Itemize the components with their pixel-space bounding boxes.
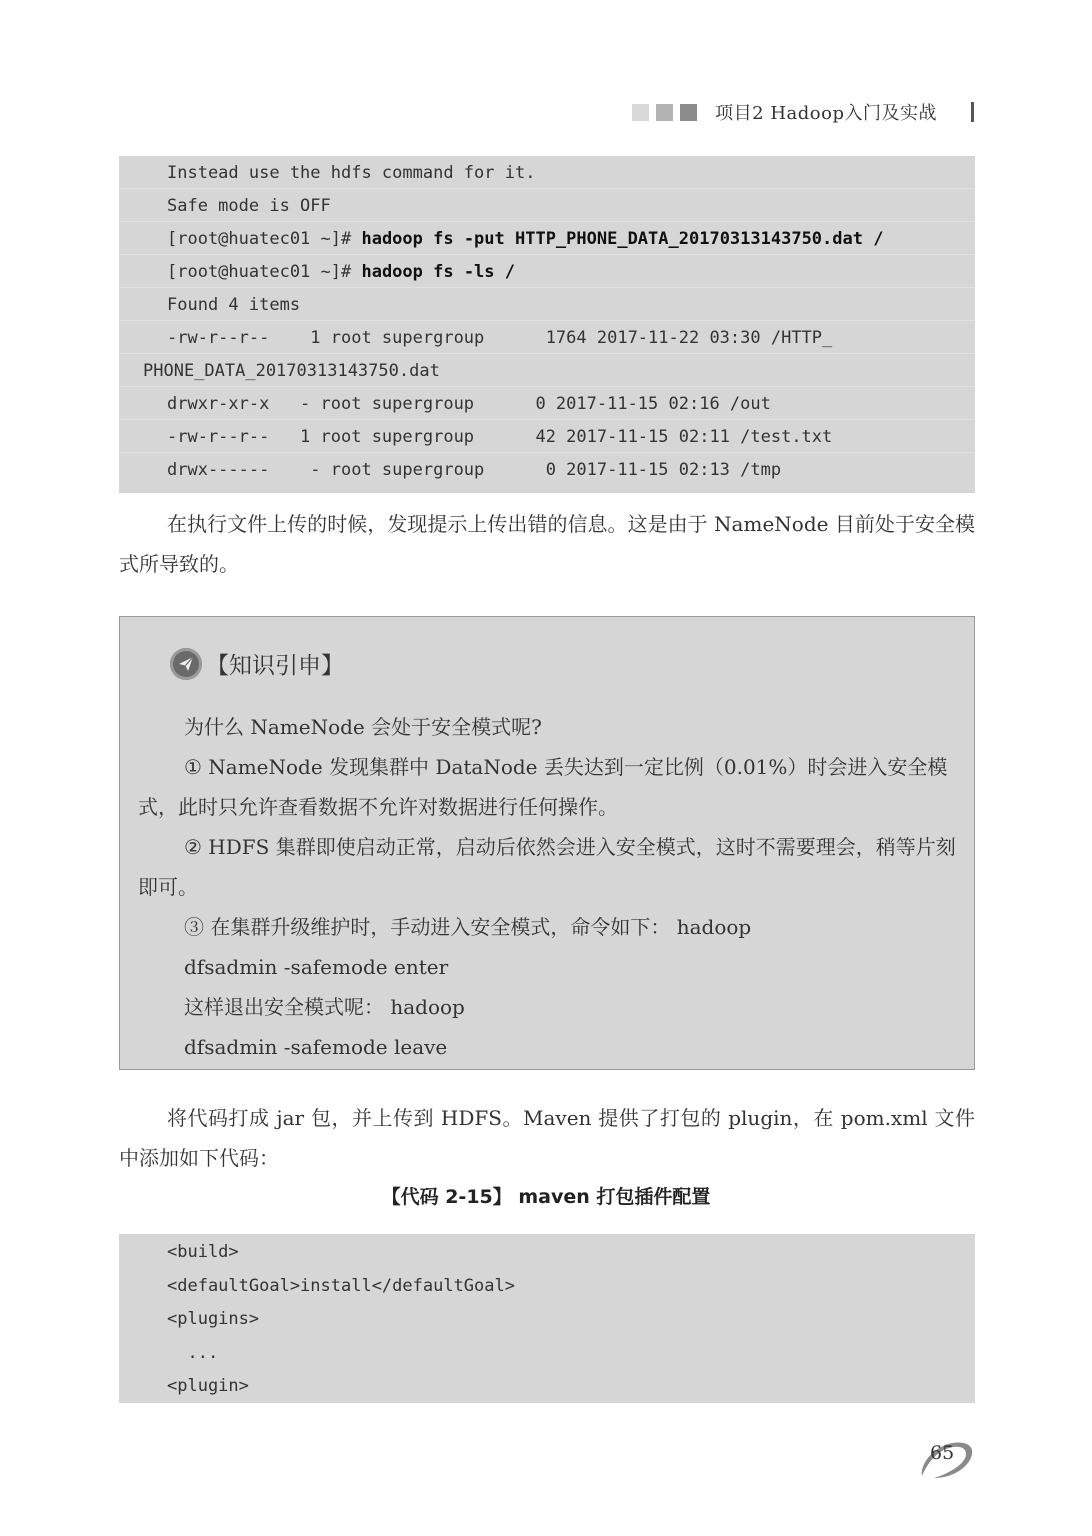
code-line: drwx------ - root supergroup 0 2017-11-15 02:13 /tmp [167,460,782,480]
header-square-mid [656,104,673,121]
code-line-wrapped: PHONE_DATA_20170313143750.dat [119,354,975,387]
body-paragraph: 在执行文件上传的时候，发现提示上传出错的信息。这是由于 NameNode 目前处于安全模式所导致的。 [119,512,975,576]
knowledge-item: ① NameNode 发现集群中 DataNode 丢失达到一定比例（0.01%）时会进入安全模式，此时只允许查看数据不允许对数据进行任何操作。 [138,755,948,819]
header-square-dark [680,104,697,121]
header-square-light [632,104,649,121]
header-bar [971,102,974,122]
code-line: drwxr-xr-x - root supergroup 0 2017-11-15 02:16 /out [119,387,975,420]
knowledge-command: dfsadmin -safemode enter [184,955,449,979]
code-line: ... [167,1342,219,1363]
code-line: Found 4 items [119,288,975,321]
knowledge-body [138,707,956,1067]
xml-code-block [119,1234,975,1403]
shell-command: hadoop fs -put HTTP_PHONE_DATA_20170313143750.dat / [361,229,884,249]
knowledge-item: 这样退出安全模式呢： hadoop [184,995,465,1019]
shell-prompt: [root@huatec01 ~]# [167,262,362,282]
code-caption: 【代码 2-15】 maven 打包插件配置 [381,1186,711,1208]
knowledge-item: ③ 在集群升级维护时，手动进入安全模式，命令如下： hadoop [184,915,752,939]
page-number: 65 [930,1442,955,1464]
code-line: Safe mode is OFF [119,189,975,222]
code-line: <plugin> [167,1376,249,1396]
terminal-code-block [119,156,975,493]
shell-prompt: [root@huatec01 ~]# [167,229,362,249]
shell-command: hadoop fs -ls / [361,262,515,282]
code-line: <build> [167,1242,239,1262]
code-line: <defaultGoal>install</defaultGoal> [167,1275,515,1296]
running-header [632,96,974,128]
knowledge-title: 【知识引申】 [206,653,344,679]
header-title: 项目2 Hadoop入门及实战 [715,103,937,124]
knowledge-item: ② HDFS 集群即使启动正常，启动后依然会进入安全模式，这时不需要理会，稍等片刻即可。 [138,835,956,899]
body-paragraph: 将代码打成 jar 包，并上传到 HDFS。Maven 提供了打包的 plugin，在 pom.xml 文件中添加如下代码： [119,1106,975,1170]
paper-plane-icon [170,648,202,680]
code-line [119,222,975,255]
knowledge-heading [170,647,344,680]
code-line: <plugins> [167,1309,260,1329]
knowledge-command: dfsadmin -safemode leave [184,1035,448,1059]
code-line: -rw-r--r-- 1 root supergroup 1764 2017-11-22 03:30 /HTTP_ [119,321,975,354]
page-number-badge [918,1436,976,1482]
code-line [119,255,975,288]
knowledge-box [119,616,975,1070]
code-line: Instead use the hdfs command for it. [119,156,975,189]
knowledge-question: 为什么 NameNode 会处于安全模式呢? [184,715,542,739]
code-line: -rw-r--r-- 1 root supergroup 42 2017-11-15 02:11 /test.txt [119,420,975,453]
